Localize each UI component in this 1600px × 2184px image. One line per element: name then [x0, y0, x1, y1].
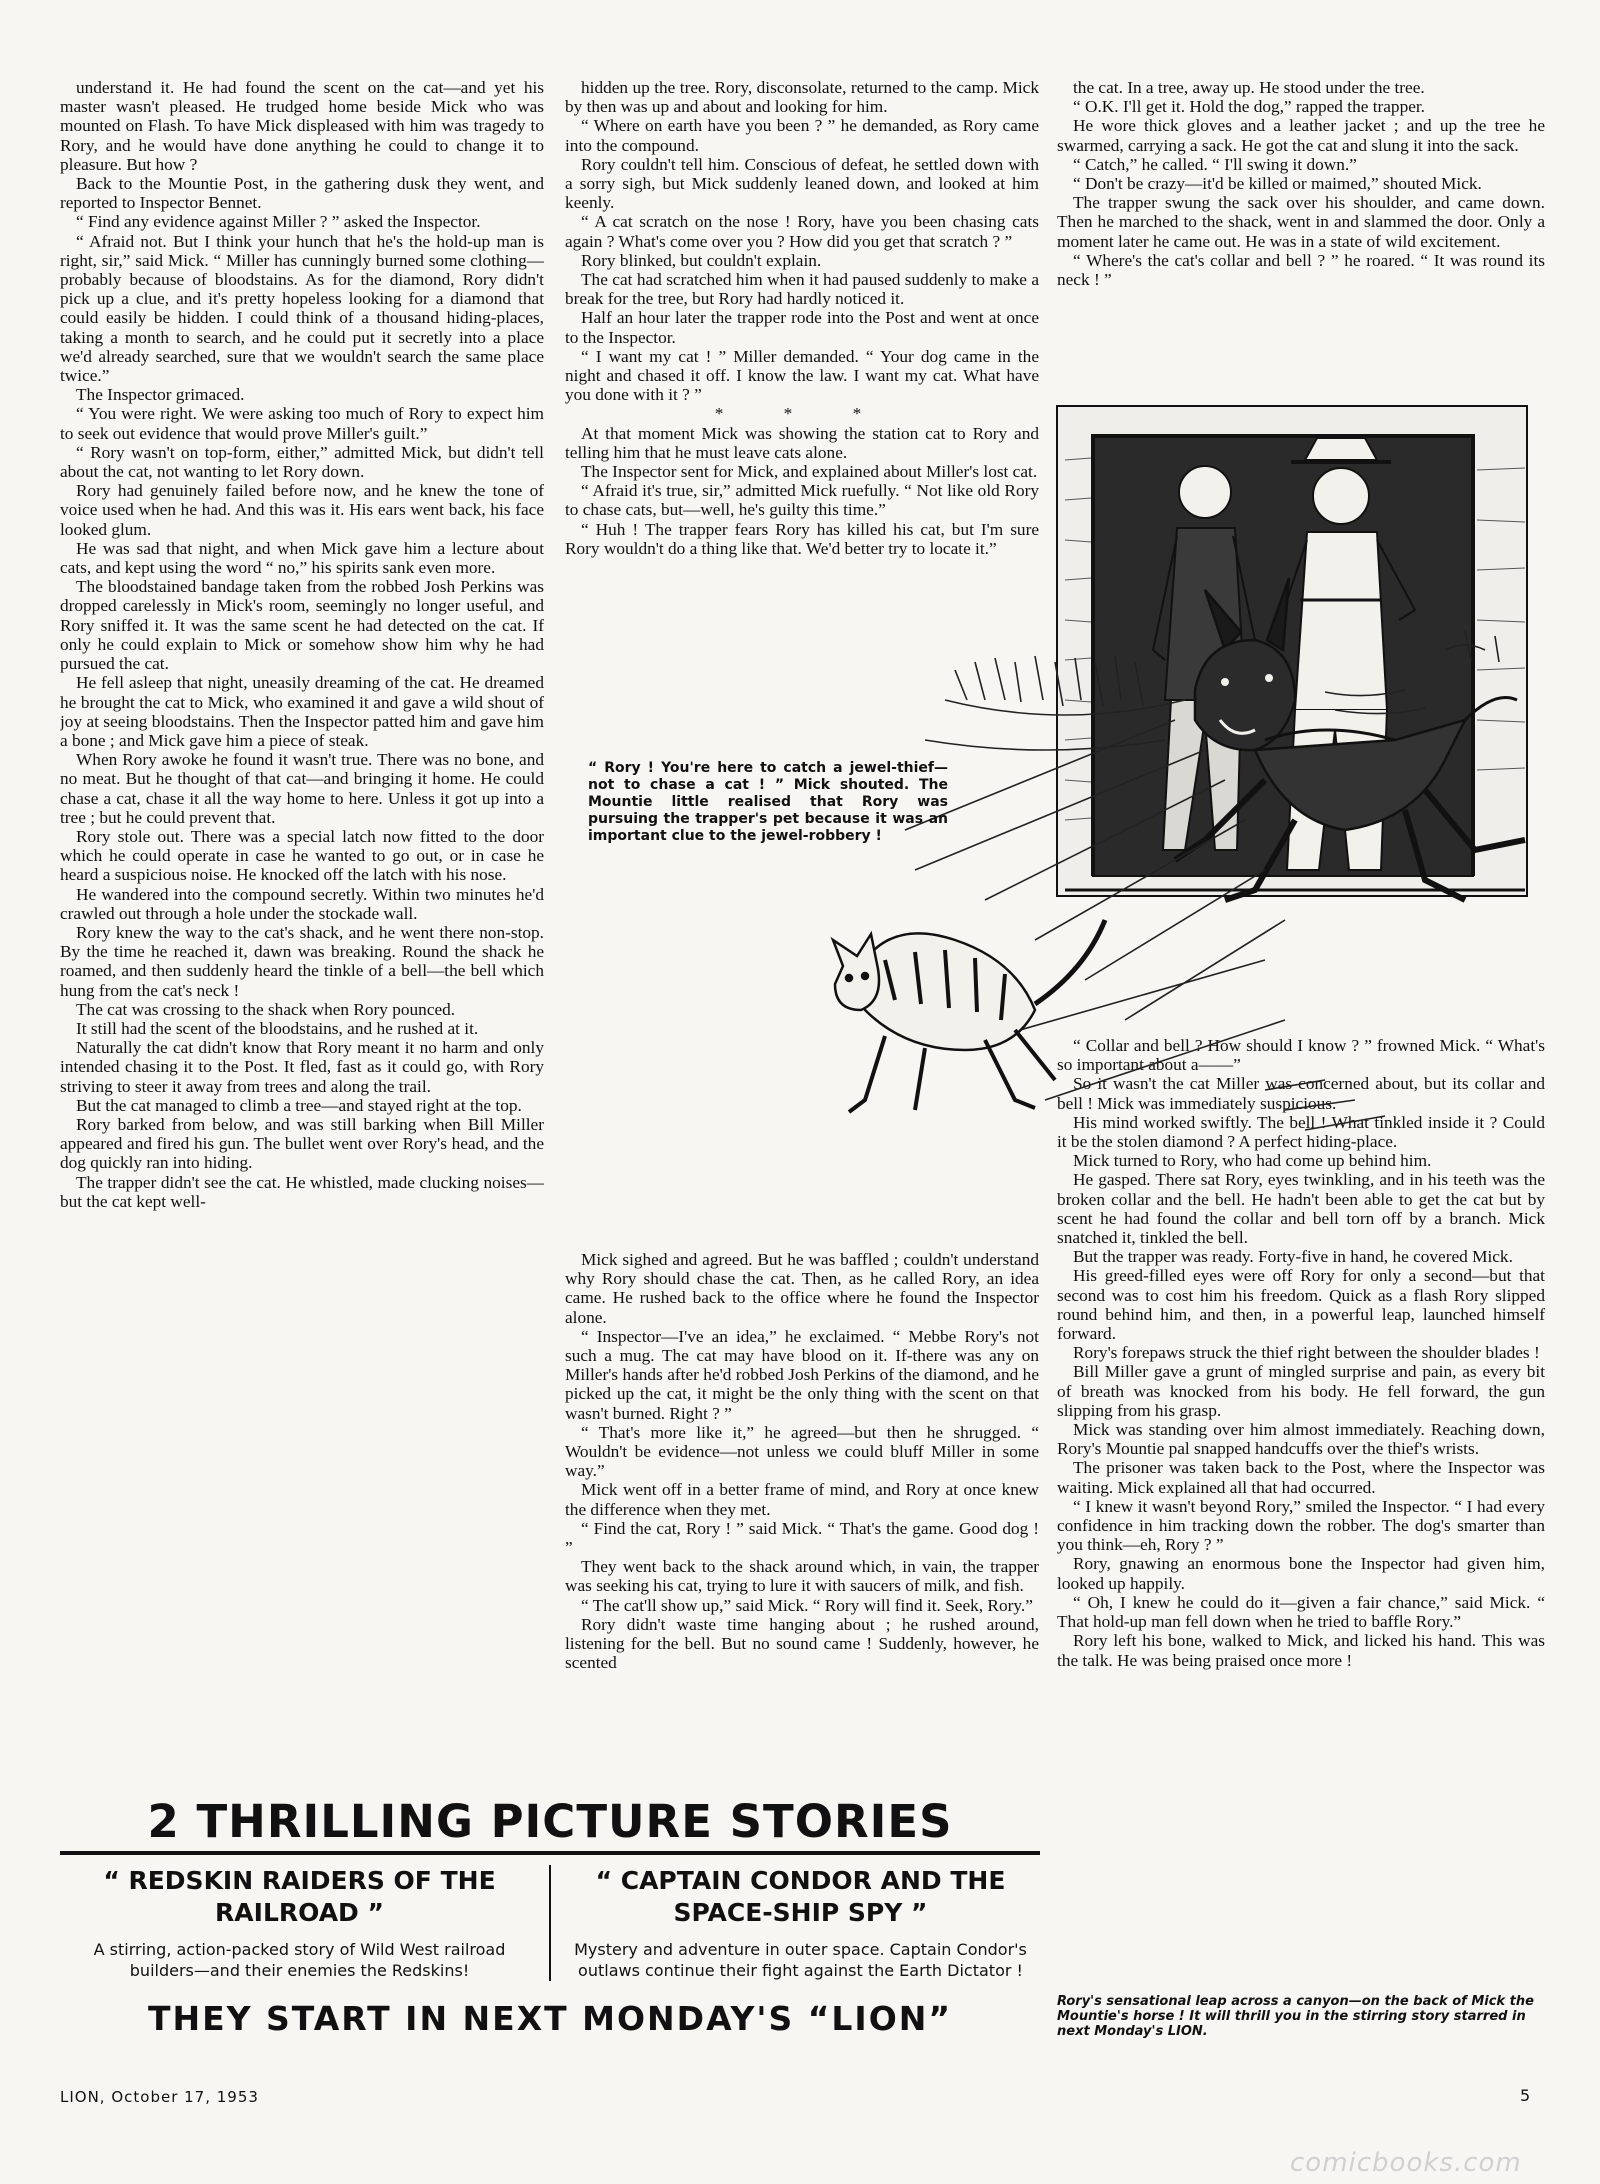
story-title: “ CAPTAIN CONDOR AND THE SPACE-SHIP SPY ” — [595, 1866, 1006, 1927]
article-paragraph: But the cat managed to climb a tree—and stayed right at the top. — [76, 1095, 522, 1115]
article-paragraph: Rory, gnawing an enormous bone the Inspector had given him, looked up happily. — [1057, 1554, 1545, 1593]
article-paragraph: “ The cat'll show up,” said Mick. “ Rory will find it. Seek, Rory.” — [581, 1595, 1033, 1615]
article-paragraph: “ Afraid it's true, sir,” admitted Mick ruefully. “ Not like old Rory to chase cats, but—well, he's guilty this time.” — [565, 481, 1039, 520]
article-paragraph: “ I want my cat ! ” Miller demanded. “ Your dog came in the night and chased it off. I know the law. I want my cat. What have you done with it ? ” — [565, 346, 1039, 405]
article-paragraph: “ Don't be crazy—it'd be killed or maimed,” shouted Mick. — [1073, 174, 1482, 194]
page-number: 5 — [1520, 2086, 1531, 2105]
article-paragraph: “ That's more like it,” he agreed—but then he shrugged. “ Wouldn't be evidence—not unless we could bluff Miller in some way.” — [565, 1422, 1039, 1481]
section-break: * * * — [714, 404, 890, 424]
article-paragraph: Mick turned to Rory, who had come up behind him. — [1073, 1151, 1432, 1171]
article-paragraph: Rory stole out. There was a special latch now fitted to the door which he could operate in case he wanted to go out, or in case he heard a suspicious noise. He knocked off the latch with his nose. — [60, 826, 544, 885]
promo-stories — [60, 1865, 1040, 1981]
article-column-1 — [60, 78, 544, 1758]
article-paragraph: “ Find the cat, Rory ! ” said Mick. “ That's the game. Good dog ! ” — [565, 1518, 1039, 1558]
article-paragraph: It still had the scent of the bloodstains, and he rushed at it. — [76, 1018, 479, 1038]
next-week-promo — [60, 1795, 1040, 2038]
article-paragraph: “ Find any evidence against Miller ? ” asked the Inspector. — [76, 212, 481, 232]
article-paragraph: The cat was crossing to the shack when Rory pounced. — [76, 999, 456, 1019]
article-paragraph: Rory left his bone, walked to Mick, and licked his hand. This was the talk. He was being praised once more ! — [1057, 1631, 1545, 1670]
promo-divider-rule — [60, 1851, 1040, 1855]
article-paragraph: “ A cat scratch on the nose ! Rory, have you been chasing cats again ? What's come over you ? How did you get that scratch ? ” — [565, 212, 1039, 251]
story-title: “ REDSKIN RAIDERS OF THE RAILROAD ” — [103, 1866, 496, 1927]
article-paragraph: His greed-filled eyes were off Rory for only a second—but that second was to cost him his freedom. Quick as a flash Rory slipped round behind him, and then, in a powerful leap, launched himself forward. — [1057, 1266, 1545, 1344]
article-paragraph: Mick was standing over him almost immediately. Reaching down, Rory's Mountie pal snapped handcuffs over the thief's wrists. — [1057, 1420, 1545, 1459]
article-paragraph: They went back to the shack around which, in vain, the trapper was seeking his cat, trying to lure it with saucers of milk, and fish. — [565, 1557, 1039, 1596]
article-paragraph: At that moment Mick was showing the station cat to Rory and telling him that he must leave cats alone. — [565, 423, 1039, 462]
article-paragraph: “ Afraid not. But I think your hunch that he's the hold-up man is right, sir,” said Mick. “ Miller has cunningly burned some clothing—probably because of bloodstains. As for the diamond, Rory didn't pick up a clue, and it's pretty hopeless looking for a diamond that could easily be hidden. I could think of a thousand hiding-places, taking a month to search, and he could put it secretly into a place we'd already searched, sure that we wouldn't search the same place twice.” — [60, 231, 544, 386]
article-paragraph: He fell asleep that night, uneasily dreaming of the cat. He dreamed he brought the cat to Mick, who examined it and gave a wild shout of joy at seeing bloodstains. Then the Inspector patted him and gave him a bone ; and Mick gave him a piece of steak. — [60, 673, 544, 750]
article-paragraph: hidden up the tree. Rory, disconsolate, returned to the camp. Mick by then was up and about and looking for him. — [565, 78, 1039, 117]
promo-story-2 — [561, 1865, 1040, 1981]
article-paragraph: But the trapper was ready. Forty-five in hand, he covered Mick. — [1073, 1247, 1513, 1267]
next-week-caption: Rory's sensational leap across a canyon—on the back of Mick the Mountie's horse ! It will thrill you in the stirring story starred in next Monday's LION. — [1057, 1994, 1534, 2039]
article-paragraph: “ Inspector—I've an idea,” he exclaimed. “ Mebbe Rory's not such a mug. The cat may have blood on it. If-there was any on Miller's hands after he'd robbed Josh Perkins of the diamond, and he picked up the cat, it might be the only thing with the scent on that wasn't burned. Right ? ” — [565, 1326, 1039, 1423]
article-paragraph: Rory didn't waste time hanging about ; he rushed around, listening for the bell. But no sound came ! Suddenly, however, he scented — [565, 1614, 1039, 1673]
article-paragraph: understand it. He had found the scent on the cat—and yet his master wasn't pleased. He trudged home beside Mick who was mounted on Flash. To have Mick displeased with him was tragedy to Rory, and he would have done anything he could to change it to pleasure. But how ? — [60, 78, 544, 174]
article-paragraph: Rory couldn't tell him. Conscious of defeat, he settled down with a sorry sigh, but Mick suddenly leaned down, and looked at him keenly. — [565, 154, 1039, 213]
cat-figure — [833, 920, 1105, 1112]
article-paragraph: “ Catch,” he called. “ I'll swing it down.” — [1073, 154, 1357, 174]
article-paragraph: The cat had scratched him when it had paused suddenly to make a break for the tree, but Rory had hardly noticed it. — [565, 270, 1039, 309]
article-paragraph: The Inspector sent for Mick, and explained about Miller's lost cat. — [581, 462, 1038, 482]
article-paragraph: “ Where on earth have you been ? ” he demanded, as Rory came into the compound. — [565, 116, 1039, 155]
article-paragraph: Bill Miller gave a grunt of mingled surprise and pain, as every bit of breath was knocked from his body. He fell forward, the gun slipping from his grasp. — [1057, 1362, 1545, 1420]
story-column-divider — [549, 1865, 551, 1981]
article-paragraph: Rory barked from below, and was still barking when Bill Miller appeared and fired his gun. The bullet went over Rory's head, and the dog quickly ran into hiding. — [60, 1114, 544, 1173]
article-paragraph: When Rory awoke he found it wasn't true. There was no bone, and no meat. But he thought of that cat—and bringing it home. He could chase a cat, chase it all the way home to here. Unless it got up into a tree ; but he could prevent that. — [60, 750, 544, 827]
article-paragraph: “ Huh ! The trapper fears Rory has killed his cat, but I'm sure Rory wouldn't do a thing like that. We'd better try to locate it.” — [565, 519, 1039, 558]
article-paragraph: “ Where's the cat's collar and bell ? ” he roared. “ It was round its neck ! ” — [1057, 250, 1545, 290]
article-paragraph: The trapper didn't see the cat. He whistled, made clucking noises—but the cat kept well- — [60, 1172, 544, 1211]
article-paragraph: “ Oh, I knew he could do it—given a fair chance,” said Mick. “ That hold-up man fell down when he tried to baffle Rory.” — [1057, 1592, 1545, 1632]
article-paragraph: Naturally the cat didn't know that Rory meant it no harm and only intended chasing it to the Post. It fled, fast as it could go, with Rory striving to steer it away from trees and along the trail. — [60, 1038, 544, 1096]
article-paragraph: Rory knew the way to the cat's shack, and he went there non-stop. By the time he reached it, dawn was breaking. Round the shack he roamed, and then suddenly heard the tinkle of a bell—the bell which hung from the cat's neck ! — [60, 922, 544, 1000]
article-paragraph: The trapper swung the sack over his shoulder, and came down. Then he marched to the shack, went in and slammed the door. Only a moment later he came out. He was in a state of wild excitement. — [1057, 193, 1545, 251]
article-paragraph: The Inspector grimaced. — [76, 385, 245, 405]
article-paragraph: Mick sighed and agreed. But he was baffled ; couldn't understand why Rory should chase the cat. Then, as he called Rory, an idea came. He rushed back to the office where he found the Inspector alone. — [565, 1250, 1039, 1327]
article-paragraph: “ O.K. I'll get it. Hold the dog,” rapped the trapper. — [1073, 97, 1425, 117]
article-paragraph: Rory blinked, but couldn't explain. — [581, 250, 822, 270]
article-paragraph: So it wasn't the cat Miller was concerned about, but its collar and bell ! Mick was immediately suspicious. — [1057, 1074, 1545, 1113]
promo-headline: 2 THRILLING PICTURE STORIES — [147, 1795, 953, 1848]
article-paragraph: “ You were right. We were asking too much of Rory to expect him to seek out evidence that would prove Miller's guilt.” — [60, 404, 544, 443]
illustration-caption: “ Rory ! You're here to catch a jewel-thief—not to chase a cat ! ” Mick shouted. The Mountie little realised that Rory was pursuing the trapper's pet because it was an important clue to the jewel-robbery ! — [588, 760, 948, 844]
story-description: A stirring, action-packed story of Wild West railroad builders—and their enemies the Redskins! — [93, 1940, 506, 1980]
article-column-2-bottom — [565, 1250, 1039, 1758]
article-paragraph: Half an hour later the trapper rode into the Post and went at once to the Inspector. — [565, 308, 1039, 347]
article-paragraph: “ Rory wasn't on top-form, either,” admitted Mick, but didn't tell about the cat, not wanting to let Rory down. — [60, 442, 544, 482]
article-paragraph: He was sad that night, and when Mick gave him a lecture about cats, and kept using the word “ no,” his spirits sank even more. — [60, 538, 544, 578]
article-paragraph: the cat. In a tree, away up. He stood under the tree. — [1073, 78, 1425, 97]
promo-start-line: THEY START IN NEXT MONDAY'S “LION” — [147, 1999, 953, 2038]
article-paragraph: His mind worked swiftly. The bell ! What tinkled inside it ? Could it be the stolen diamond ? A perfect hiding-place. — [1057, 1112, 1545, 1152]
article-paragraph: Rory had genuinely failed before now, and he knew the tone of voice used when he had. And this was it. His ears went back, his face looked glum. — [60, 481, 544, 539]
article-paragraph: He wandered into the compound secretly. Within two minutes he'd crawled out through a hole under the stockade wall. — [60, 884, 544, 923]
issue-footer: LION, October 17, 1953 — [60, 2088, 259, 2106]
article-paragraph: The bloodstained bandage taken from the robbed Josh Perkins was dropped carelessly in Mick's room, seemingly no longer useful, and Rory sniffed it. It was the same scent he had detected on the cat. If only he could explain to Mick or somehow show him why he had pursued the cat. — [60, 577, 544, 674]
watermark: comicbooks.com — [1290, 2148, 1522, 2178]
story-description: Mystery and adventure in outer space. Captain Condor's outlaws continue their fight against the Earth Dictator ! — [574, 1940, 1027, 1980]
promo-story-1 — [60, 1865, 539, 1981]
article-paragraph: He wore thick gloves and a leather jacket ; and up the tree he swarmed, carrying a sack. He got the cat and slung it into the sack. — [1057, 116, 1545, 155]
article-column-3-top — [1057, 78, 1545, 393]
article-paragraph: The prisoner was taken back to the Post, where the Inspector was waiting. Mick explained all that had occurred. — [1057, 1458, 1545, 1497]
article-paragraph: Back to the Mountie Post, in the gathering dusk they went, and reported to Inspector Bennet. — [60, 174, 544, 213]
article-paragraph: “ I knew it wasn't beyond Rory,” smiled the Inspector. “ I had every confidence in him tracking down the robber. The dog's smarter than you think—eh, Rory ? ” — [1057, 1496, 1545, 1555]
article-paragraph: He gasped. There sat Rory, eyes twinkling, and in his teeth was the broken collar and the bell. He hadn't been able to get the cat but by scent he had found the collar and bell torn off by a branch. Mick snatched it, tinkled the bell. — [1057, 1170, 1545, 1248]
article-paragraph: “ Collar and bell ? How should I know ? ” frowned Mick. “ What's so important about a——” — [1057, 1036, 1545, 1075]
article-paragraph: Rory's forepaws struck the thief right between the shoulder blades ! — [1073, 1343, 1540, 1363]
article-paragraph: Mick went off in a better frame of mind, and Rory at once knew the difference when they met. — [565, 1480, 1039, 1519]
